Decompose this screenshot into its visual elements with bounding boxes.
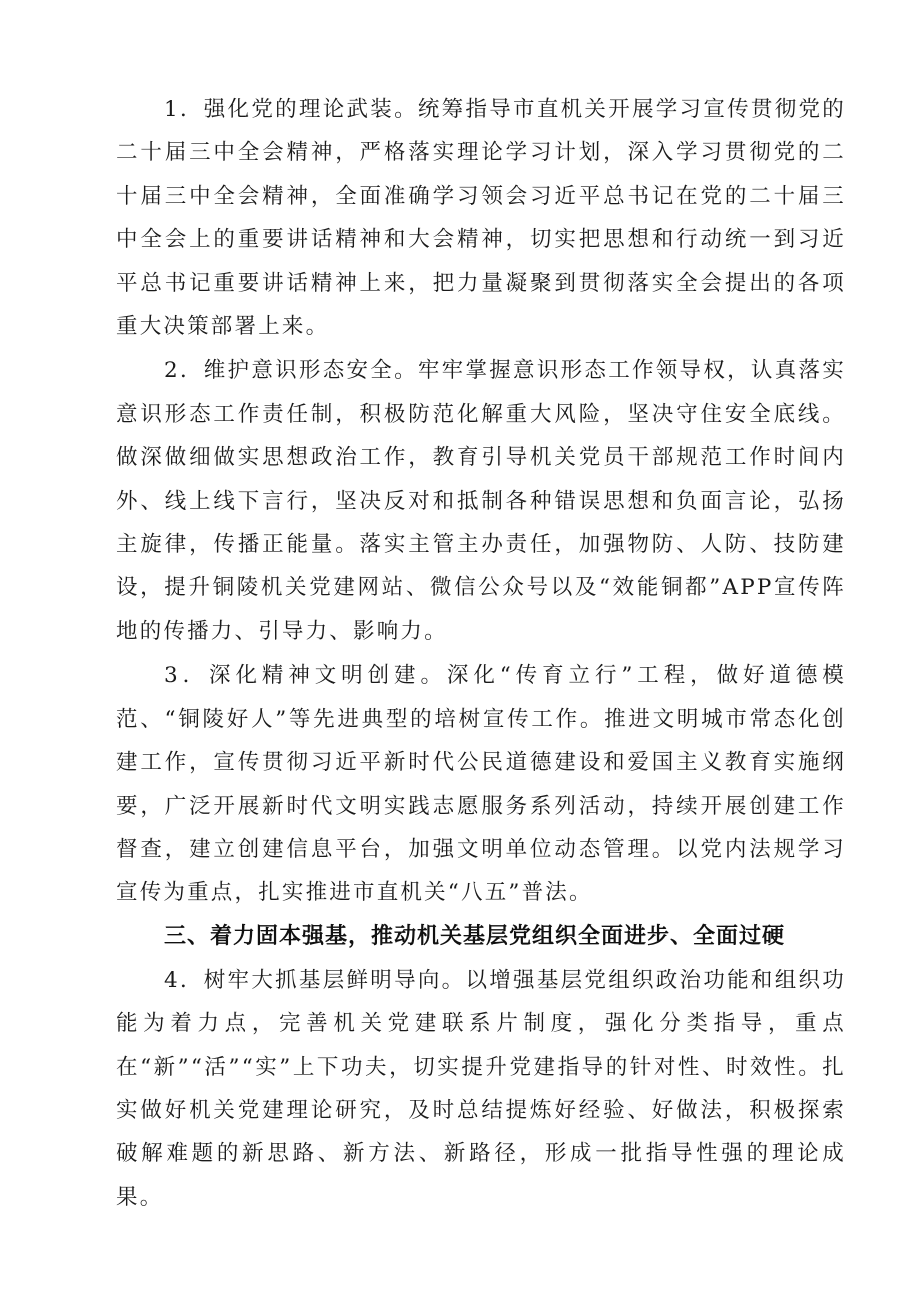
- section-heading: 三、着力固本强基，推动机关基层党组织全面进步、全面过硬: [164, 923, 786, 949]
- paragraph-1: 1．强化党的理论武装。统筹指导市直机关开展学习宣传贯彻党的二十届三中全会精神，严格落实理论学习计划，深入学习贯彻党的二十届三中全会精神，全面准确学习领会习近平总书记在党的二十届三中全会上的重要讲话精神和大会精神，切实把思想和行动统一到习近平总书记重要讲话精神上来，把力量凝聚到贯彻落实全会提出的各项重大决策部署上来。: [116, 97, 846, 340]
- paragraph-4: 4．树牢大抓基层鲜明导向。以增强基层党组织政治功能和组织功能为着力点，完善机关党建联系片制度，强化分类指导，重点在“新”“活”“实”上下功夫，切实提升党建指导的针对性、时效性。扎实做好机关党建理论研究，及时总结提炼好经验、好做法，积极探索破解难题的新思路、新方法、新路径，形成一批指导性强的理论成果。: [116, 967, 846, 1210]
- paragraph-3: 3．深化精神文明创建。深化“传育立行”工程，做好道德模范、“铜陵好人”等先进典型的培树宣传工作。推进文明城市常态化创建工作，宣传贯彻习近平新时代公民道德建设和爱国主义教育实施纲要，广泛开展新时代文明实践志愿服务系列活动，持续开展创建工作督查，建立创建信息平台，加强文明单位动态管理。以党内法规学习宣传为重点，扎实推进市直机关“八五”普法。: [116, 663, 846, 906]
- document-page: [116, 88, 846, 1219]
- paragraph-2: 2．维护意识形态安全。牢牢掌握意识形态工作领导权，认真落实意识形态工作责任制，积极防范化解重大风险，坚决守住安全底线。做深做细做实思想政治工作，教育引导机关党员干部规范工作时间内外、线上线下言行，坚决反对和抵制各种错误思想和负面言论，弘扬主旋律，传播正能量。落实主管主办责任，加强物防、人防、技防建设，提升铜陵机关党建网站、微信公众号以及“效能铜都”APP宣传阵地的传播力、引导力、影响力。: [116, 358, 846, 644]
